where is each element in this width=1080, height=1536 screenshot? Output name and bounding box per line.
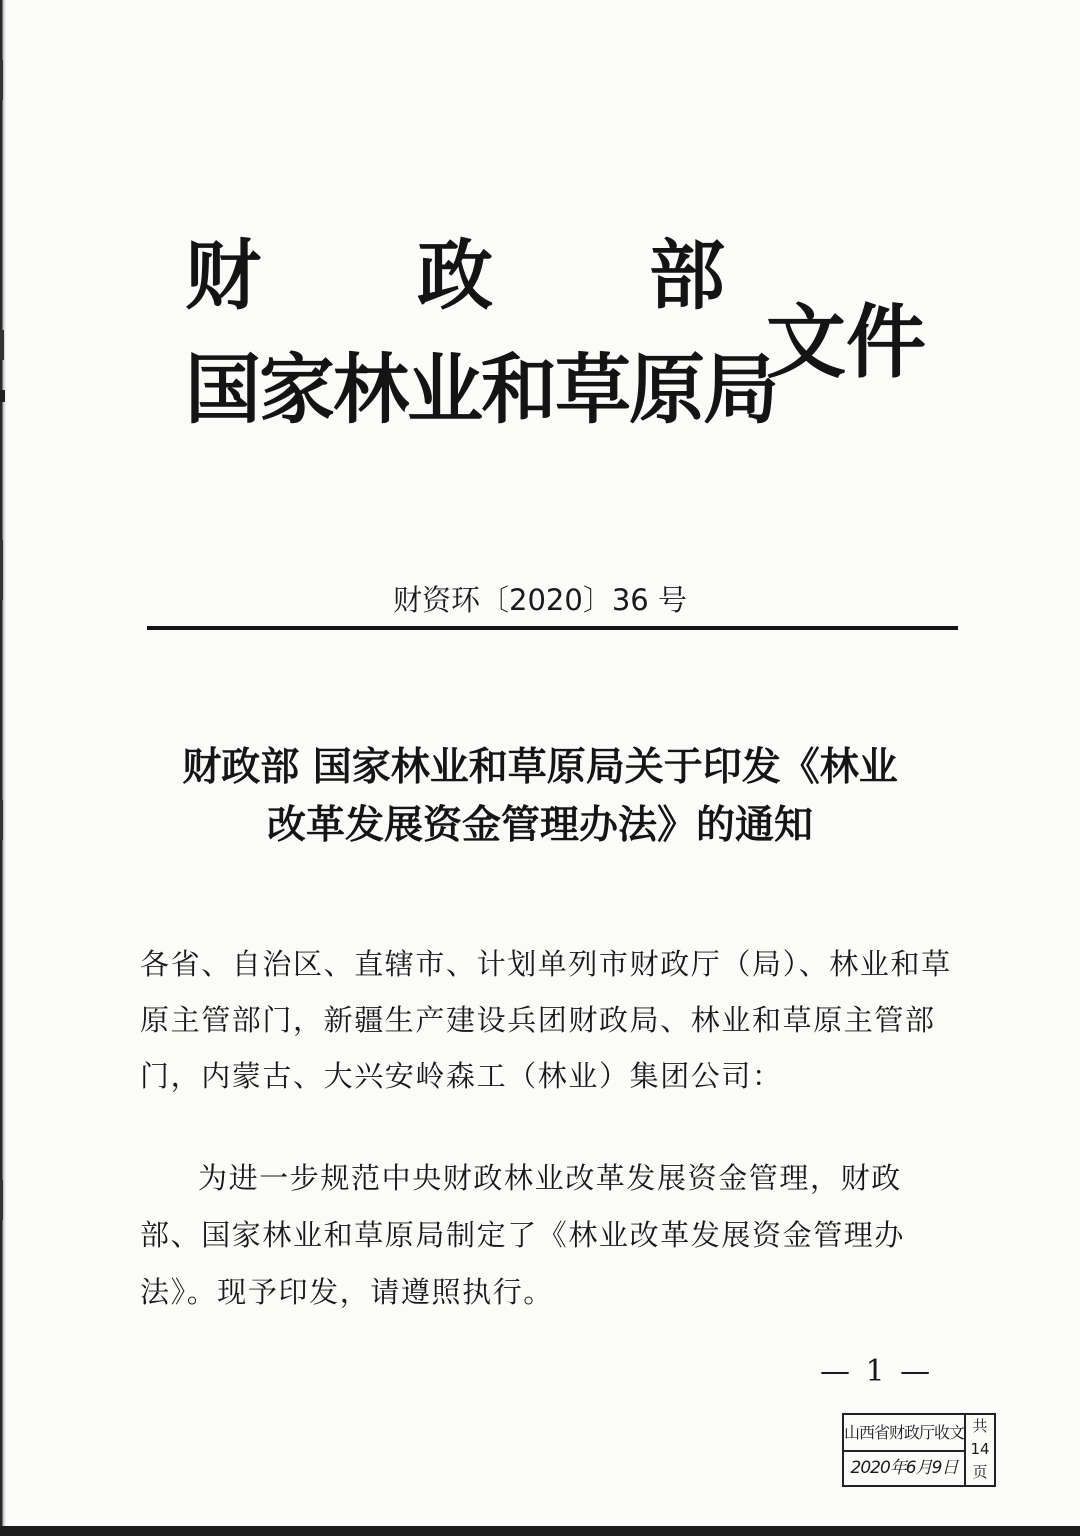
- issuer-ministry-of-finance: [185, 231, 725, 320]
- stamp-date: 2020年6月9日: [850, 1458, 958, 1478]
- stamp-org: 山西省财政厅收文: [844, 1415, 964, 1452]
- title-line-2: 改革发展资金管理办法》的通知: [266, 802, 813, 848]
- stamp-pages-suffix: 页: [972, 1463, 988, 1481]
- document-number: 财资环〔2020〕36 号: [393, 583, 687, 617]
- issuer-char: 部: [649, 231, 725, 320]
- document-type-label: 文件: [766, 295, 926, 389]
- stamp-page-count: [964, 1415, 994, 1485]
- scan-bottom-edge: [0, 1526, 1080, 1536]
- header-divider-line: [147, 626, 958, 630]
- stamp-pages-count: 14: [970, 1440, 990, 1458]
- page-number: — 1 —: [820, 1354, 934, 1389]
- issuer-char: 财: [185, 231, 261, 320]
- title-line-1: 财政部 国家林业和草原局关于印发《林业: [182, 744, 898, 790]
- issuer-char: 政: [417, 231, 493, 320]
- stamp-pages-prefix: 共: [972, 1417, 988, 1435]
- body-paragraph: 为进一步规范中央财政林业改革发展资金管理，财政部、国家林业和草原局制定了《林业改革发展资金管理办法》。现予印发，请遵照执行。: [140, 1161, 906, 1309]
- receipt-stamp: [842, 1413, 996, 1487]
- document-title: [0, 738, 1080, 854]
- addressee-paragraph: 各省、自治区、直辖市、计划单列市财政厅（局）、林业和草原主管部门，新疆生产建设兵团财政局、林业和草原主管部门，内蒙古、大兴安岭森工（林业）集团公司：: [140, 947, 952, 1093]
- issuer-forestry-grassland-administration: 国家林业和草原局: [185, 345, 777, 434]
